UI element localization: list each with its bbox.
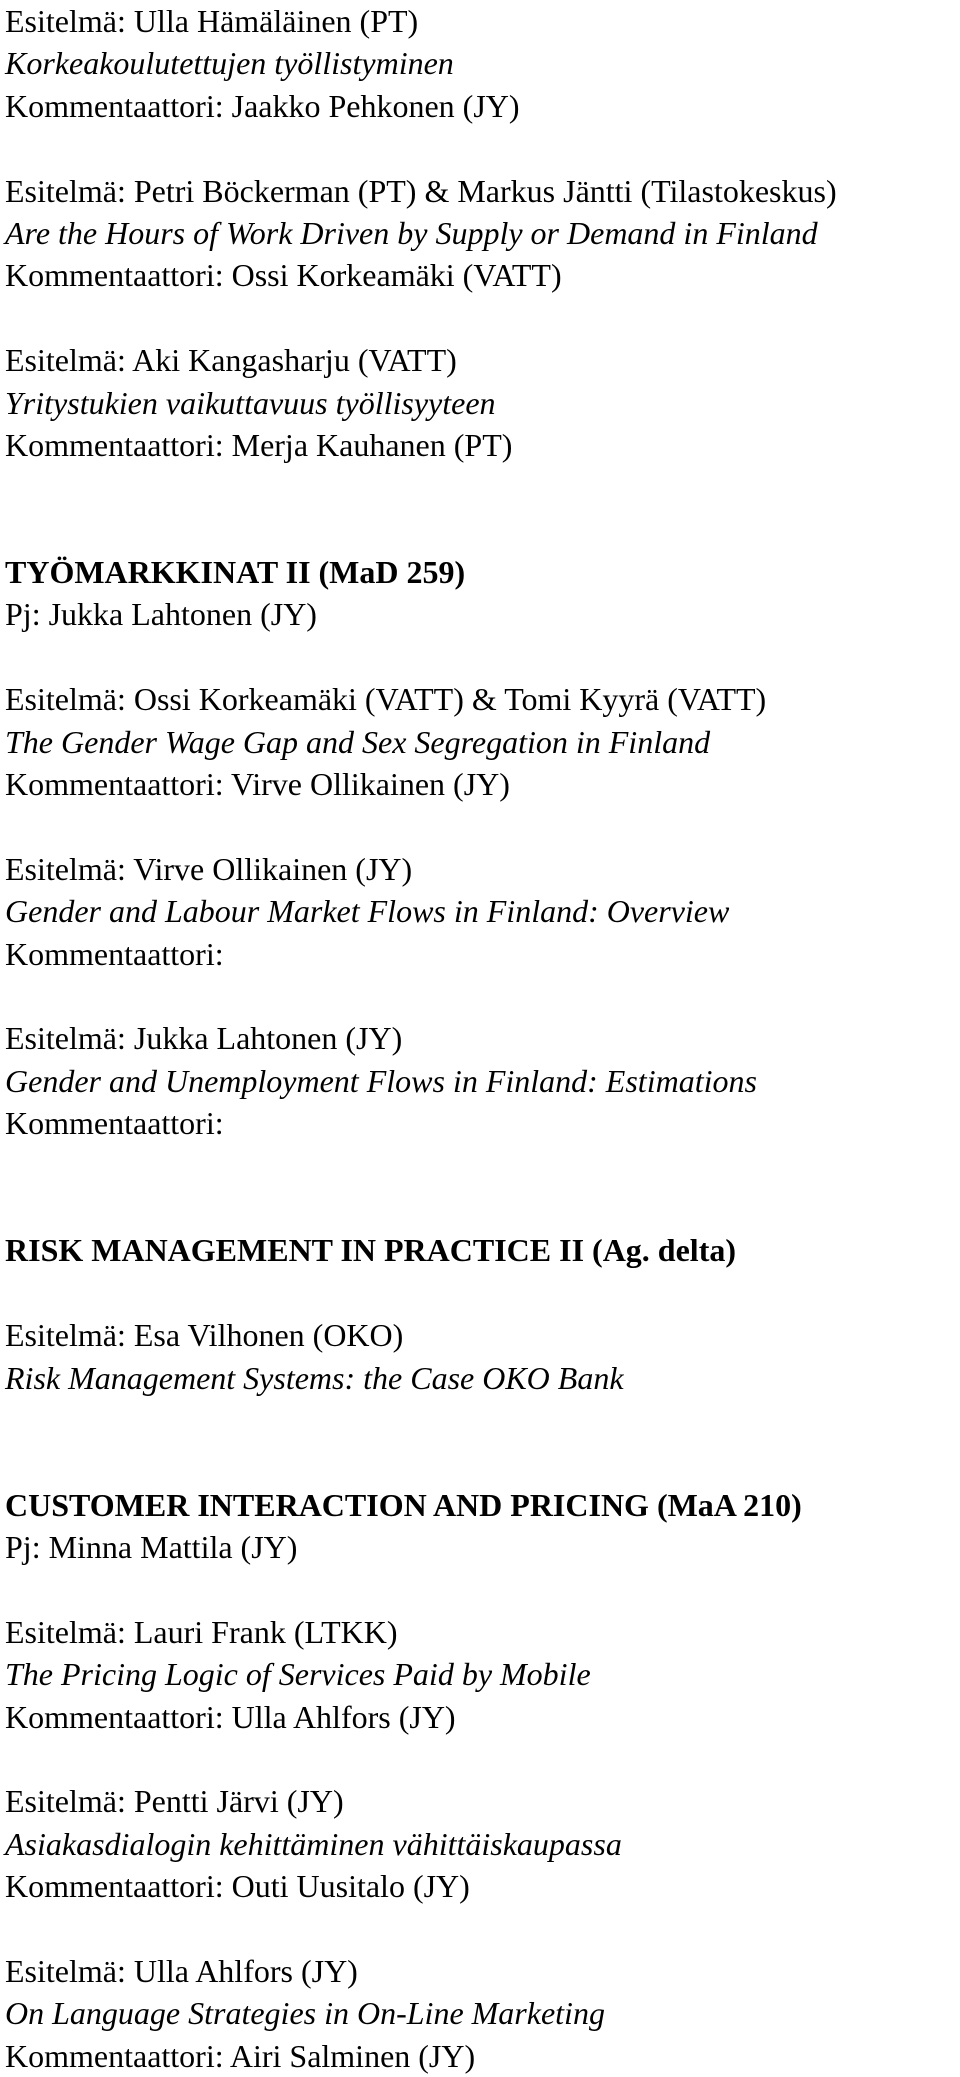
talk: [5, 1611, 955, 1738]
talk-commentator: Kommentaattori: Merja Kauhanen (PT): [5, 426, 513, 463]
talk-commentator: Kommentaattori: Ossi Korkeamäki (VATT): [5, 257, 562, 294]
talk-title: Yritystukien vaikuttavuus työllisyyteen: [5, 384, 496, 421]
spacer: [5, 466, 955, 551]
spacer: [5, 1908, 955, 1950]
session-heading: TYÖMARKKINAT II (MaD 259): [5, 554, 466, 591]
talk-title: Risk Management Systems: the Case OKO Bank: [5, 1359, 624, 1396]
program-document: [5, 0, 955, 2077]
session-labour-market-i: [5, 0, 955, 466]
session-customer-interaction: [5, 1484, 955, 2077]
talk-commentator: Kommentaattori: Jaakko Pehkonen (JY): [5, 87, 520, 124]
talk-speaker: Esitelmä: Jukka Lahtonen (JY): [5, 1020, 403, 1057]
talk-speaker: Esitelmä: Pentti Järvi (JY): [5, 1783, 344, 1820]
session-chair: Pj: Jukka Lahtonen (JY): [5, 596, 317, 633]
talk-title: The Gender Wage Gap and Sex Segregation in Finland: [5, 723, 711, 760]
spacer: [5, 127, 955, 169]
talk-speaker: Esitelmä: Aki Kangasharju (VATT): [5, 342, 457, 379]
talk-title: Gender and Unemployment Flows in Finland: Estimations: [5, 1062, 757, 1099]
talk-speaker: Esitelmä: Ossi Korkeamäki (VATT) & Tomi Kyyrä (VATT): [5, 681, 767, 718]
spacer: [5, 1272, 955, 1314]
talk-commentator: Kommentaattori: Ulla Ahlfors (JY): [5, 1698, 456, 1735]
talk-speaker: Esitelmä: Lauri Frank (LTKK): [5, 1613, 398, 1650]
session-heading: RISK MANAGEMENT IN PRACTICE II (Ag. delta): [5, 1232, 736, 1269]
talk-commentator: Kommentaattori:: [5, 935, 224, 972]
spacer: [5, 1145, 955, 1230]
spacer: [5, 1738, 955, 1780]
talk: [5, 848, 955, 975]
talk: [5, 1017, 955, 1144]
spacer: [5, 1399, 955, 1484]
talk-commentator: Kommentaattori: Outi Uusitalo (JY): [5, 1868, 470, 1905]
talk-speaker: Esitelmä: Esa Vilhonen (OKO): [5, 1317, 404, 1354]
talk: [5, 678, 955, 805]
talk-speaker: Esitelmä: Ulla Ahlfors (JY): [5, 1953, 358, 1990]
talk: [5, 1950, 955, 2077]
talk: [5, 0, 955, 127]
talk-commentator: Kommentaattori: Airi Salminen (JY): [5, 2037, 476, 2074]
session-tyomarkkinat-ii: [5, 551, 955, 1144]
talk: [5, 1780, 955, 1907]
talk-title: Asiakasdialogin kehittäminen vähittäiskaupassa: [5, 1825, 622, 1862]
spacer: [5, 636, 955, 678]
talk: [5, 339, 955, 466]
talk-title: On Language Strategies in On-Line Marketing: [5, 1995, 605, 2032]
talk: [5, 1314, 955, 1399]
talk-title: Gender and Labour Market Flows in Finland: Overview: [5, 893, 730, 930]
talk-speaker: Esitelmä: Ulla Hämäläinen (PT): [5, 3, 419, 39]
talk-commentator: Kommentaattori:: [5, 1105, 224, 1142]
session-chair: Pj: Minna Mattila (JY): [5, 1529, 298, 1566]
spacer: [5, 1569, 955, 1611]
talk-speaker: Esitelmä: Petri Böckerman (PT) & Markus Jäntti (Tilastokeskus): [5, 172, 837, 209]
talk-title: The Pricing Logic of Services Paid by Mobile: [5, 1656, 591, 1693]
talk-title: Are the Hours of Work Driven by Supply or Demand in Finland: [5, 214, 818, 251]
spacer: [5, 805, 955, 847]
session-risk-management: [5, 1229, 955, 1399]
session-heading: CUSTOMER INTERACTION AND PRICING (MaA 210): [5, 1486, 802, 1523]
spacer: [5, 297, 955, 339]
talk-speaker: Esitelmä: Virve Ollikainen (JY): [5, 850, 413, 887]
talk-title: Korkeakoulutettujen työllistyminen: [5, 45, 454, 82]
talk-commentator: Kommentaattori: Virve Ollikainen (JY): [5, 766, 510, 803]
talk: [5, 170, 955, 297]
spacer: [5, 975, 955, 1017]
